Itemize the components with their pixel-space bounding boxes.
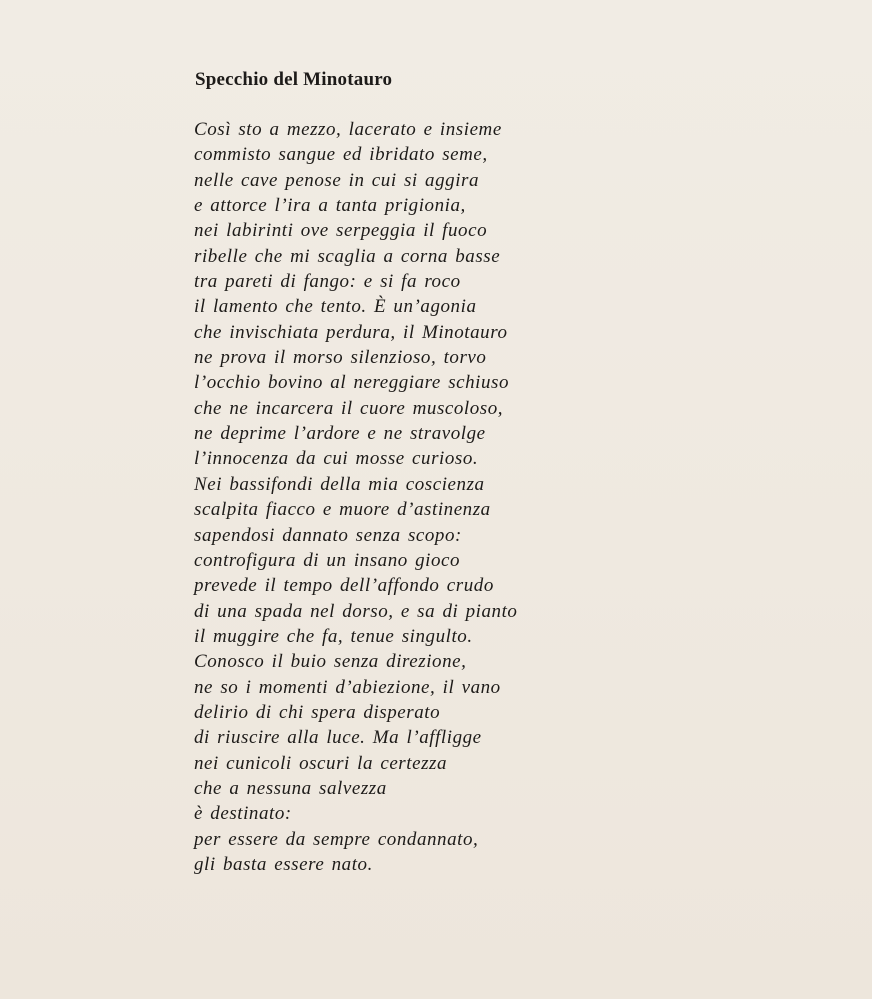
poem-line: il muggire che fa, tenue singulto.	[194, 625, 473, 647]
poem-line: di una spada nel dorso, e sa di pianto	[194, 600, 518, 622]
poem-line: e attorce l’ira a tanta prigionia,	[194, 195, 466, 217]
poem-line: il lamento che tento. È un’agonia	[194, 296, 477, 318]
poem-line: controfigura di un insano gioco	[194, 549, 461, 571]
poem-line: sapendosi dannato senza scopo:	[194, 524, 462, 546]
poem-line: l’innocenza da cui mosse curioso.	[194, 448, 479, 470]
poem-line: l’occhio bovino al nereggiare schiuso	[194, 372, 510, 394]
poem-line: è destinato:	[194, 803, 292, 825]
poem-line: nelle cave penose in cui si aggira	[194, 169, 480, 191]
poem-line: gli basta essere nato.	[194, 853, 373, 875]
poem-line: Nei bassifondi della mia coscienza	[194, 473, 485, 495]
poem-line: delirio di chi spera disperato	[194, 701, 441, 723]
poem-line: per essere da sempre condannato,	[194, 828, 479, 850]
poem-line: ne so i momenti d’abiezione, il vano	[194, 676, 501, 698]
poem-line: che invischiata perdura, il Minotauro	[194, 321, 508, 343]
poem-line: prevede il tempo dell’affondo crudo	[194, 575, 494, 597]
poem-line: che ne incarcera il cuore muscoloso,	[194, 397, 504, 419]
poem-line: ne deprime l’ardore e ne stravolge	[194, 423, 486, 445]
poem-line: scalpita fiacco e muore d’astinenza	[194, 499, 491, 521]
poem-body	[194, 117, 518, 877]
poem-line: di riuscire alla luce. Ma l’affligge	[194, 727, 482, 749]
poem-line: tra pareti di fango: e si fa roco	[194, 271, 461, 293]
poem-line: Così sto a mezzo, lacerato e insieme	[194, 119, 502, 140]
poem-line: ne prova il morso silenzioso, torvo	[194, 347, 487, 369]
poem-line: nei cunicoli oscuri la certezza	[194, 752, 448, 774]
poem-line: che a nessuna salvezza	[194, 777, 387, 799]
poem-line: Conosco il buio senza direzione,	[194, 651, 467, 673]
poem-line: nei labirinti ove serpeggia il fuoco	[194, 220, 488, 242]
poem-title: Specchio del Minotauro	[195, 69, 393, 90]
poem-line: commisto sangue ed ibridato seme,	[194, 144, 488, 166]
poem-line: ribelle che mi scaglia a corna basse	[194, 245, 501, 267]
